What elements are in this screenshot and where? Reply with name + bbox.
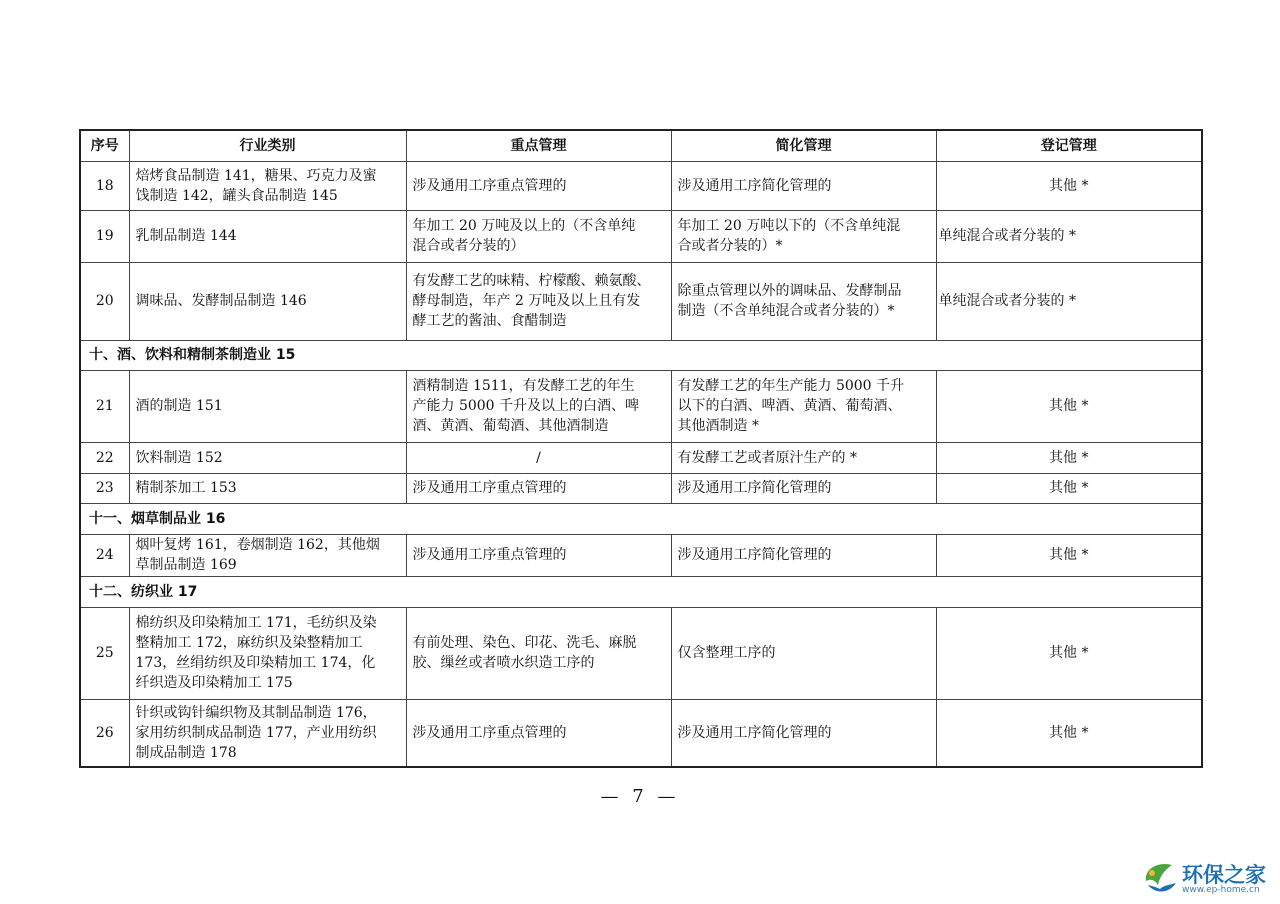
cell-line: / [536, 449, 541, 466]
cell-line: 制造（不含单纯混合或者分装的）* [677, 303, 895, 319]
cell-line: 产能力 5000 千升及以上的白酒、啤 [412, 398, 640, 414]
cell-line: 涉及通用工序重点管理的 [412, 480, 567, 496]
cell-line: 173，丝绢纺织及印染精加工 174，化 [135, 655, 376, 671]
industry-cell [129, 370, 406, 442]
cell-line: 仅含整理工序的 [677, 645, 776, 661]
registration-management-cell: 其他 * [936, 442, 1202, 473]
registration-management-cell: 其他 * [936, 607, 1202, 699]
cell-line: 年加工 20 万吨以下的（不含单纯混 [677, 218, 901, 234]
row-number: 18 [80, 161, 129, 210]
site-logo [1140, 857, 1280, 904]
cell-line: 乳制品制造 144 [135, 228, 237, 244]
row-number: 21 [80, 370, 129, 442]
cell-line: 有发酵工艺或者原汁生产的 * [677, 449, 857, 466]
cell-line: 有发酵工艺的味精、柠檬酸、赖氨酸、 [412, 273, 651, 289]
cell-line: 合或者分装的）* [677, 238, 783, 254]
table-row [80, 262, 1202, 340]
registration-management-cell: 单纯混合或者分装的 * [936, 262, 1202, 340]
key-management-cell [406, 370, 671, 442]
registration-table [79, 129, 1203, 768]
key-management-cell [406, 607, 671, 699]
cell-line: 涉及通用工序重点管理的 [412, 177, 567, 194]
table-row [80, 534, 1202, 576]
row-number: 25 [80, 607, 129, 699]
table-body [80, 161, 1202, 767]
cell-line: 有发酵工艺的年生产能力 5000 千升 [677, 378, 905, 394]
cell-line: 酒的制造 151 [135, 398, 223, 414]
key-management-cell [406, 262, 671, 340]
cell-line: 纤织造及印染精加工 175 [135, 675, 293, 691]
cell-line: 制成品制造 178 [135, 744, 237, 761]
industry-cell [129, 473, 406, 503]
cell-line: 草制品制造 169 [135, 557, 237, 573]
key-management-cell [406, 473, 671, 503]
row-number: 26 [80, 699, 129, 767]
table-row [80, 473, 1202, 503]
cell-line: 年加工 20 万吨及以上的（不含单纯 [412, 218, 636, 234]
industry-cell [129, 262, 406, 340]
simplified-management-cell [671, 534, 936, 576]
industry-cell [129, 699, 406, 767]
cell-line: 调味品、发酵制品制造 146 [135, 293, 307, 309]
row-number: 23 [80, 473, 129, 503]
cell-line: 饮料制造 152 [135, 449, 223, 466]
key-management-cell [406, 699, 671, 767]
registration-management-cell: 其他 * [936, 699, 1202, 767]
registration-management-cell: 其他 * [936, 161, 1202, 210]
cell-line: 酒精制造 1511，有发酵工艺的年生 [412, 378, 635, 394]
key-management-cell [406, 210, 671, 262]
logo-url: www.ep-home.cn [1182, 885, 1260, 895]
cell-line: 酒、黄酒、葡萄酒、其他酒制造 [412, 418, 609, 434]
cell-line: 胶、缫丝或者喷水织造工序的 [412, 655, 595, 671]
industry-cell [129, 442, 406, 473]
table-row [80, 699, 1202, 767]
registration-management-cell: 其他 * [936, 534, 1202, 576]
cell-line: 针织或钩针编织物及其制品制造 176， [135, 704, 377, 721]
cell-line: 涉及通用工序重点管理的 [412, 724, 567, 741]
section-title: 十一、烟草制品业 16 [80, 503, 1202, 534]
header-key-management: 重点管理 [406, 130, 671, 161]
row-number: 22 [80, 442, 129, 473]
cell-line: 整精加工 172，麻纺织及染整精加工 [135, 635, 363, 651]
cell-line: 精制茶加工 153 [135, 480, 237, 496]
leaf-logo-icon [1140, 859, 1180, 899]
row-number: 24 [80, 534, 129, 576]
header-industry: 行业类别 [129, 130, 406, 161]
registration-management-cell: 单纯混合或者分装的 * [936, 210, 1202, 262]
cell-line: 以下的白酒、啤酒、黄酒、葡萄酒、 [677, 398, 902, 414]
table-row [80, 370, 1202, 442]
cell-line: 除重点管理以外的调味品、发酵制品 [677, 283, 902, 299]
cell-line: 涉及通用工序简化管理的 [677, 177, 832, 194]
simplified-management-cell [671, 442, 936, 473]
cell-line: 混合或者分装的） [412, 238, 525, 254]
cell-line: 焙烤食品制造 141，糖果、巧克力及蜜 [135, 167, 377, 184]
cell-line: 酵工艺的酱油、食醋制造 [412, 313, 567, 329]
key-management-cell [406, 534, 671, 576]
header-no: 序号 [80, 130, 129, 161]
cell-line: 有前处理、染色、印花、洗毛、麻脱 [412, 635, 637, 651]
cell-line: 涉及通用工序简化管理的 [677, 547, 832, 563]
industry-cell [129, 210, 406, 262]
registration-management-cell: 其他 * [936, 473, 1202, 503]
cell-line: 涉及通用工序简化管理的 [677, 480, 832, 496]
industry-cell [129, 161, 406, 210]
page-number: — 7 — [600, 786, 680, 807]
simplified-management-cell [671, 699, 936, 767]
table-row [80, 161, 1202, 210]
simplified-management-cell [671, 473, 936, 503]
cell-line: 涉及通用工序重点管理的 [412, 547, 567, 563]
section-title: 十二、纺织业 17 [80, 576, 1202, 607]
registration-management-cell: 其他 * [936, 370, 1202, 442]
logo-name: 环保之家 [1182, 863, 1266, 887]
table-row [80, 607, 1202, 699]
section-title: 十、酒、饮料和精制茶制造业 15 [80, 340, 1202, 370]
cell-line: 酵母制造，年产 2 万吨及以上且有发 [412, 293, 641, 309]
cell-line: 棉纺织及印染精加工 171，毛纺织及染 [135, 615, 377, 631]
header-simplified-management: 简化管理 [671, 130, 936, 161]
key-management-cell [406, 161, 671, 210]
section-row [80, 576, 1202, 607]
row-number: 19 [80, 210, 129, 262]
industry-cell [129, 607, 406, 699]
key-management-cell [406, 442, 671, 473]
table-row [80, 210, 1202, 262]
section-row [80, 503, 1202, 534]
industry-cell [129, 534, 406, 576]
row-number: 20 [80, 262, 129, 340]
simplified-management-cell [671, 210, 936, 262]
cell-line: 家用纺织制成品制造 177，产业用纺织 [135, 724, 377, 741]
cell-line: 其他酒制造 * [677, 418, 759, 434]
cell-line: 涉及通用工序简化管理的 [677, 724, 832, 741]
simplified-management-cell [671, 161, 936, 210]
table-row [80, 442, 1202, 473]
simplified-management-cell [671, 262, 936, 340]
simplified-management-cell [671, 370, 936, 442]
header-row [80, 130, 1202, 161]
header-registration-management: 登记管理 [936, 130, 1202, 161]
cell-line: 饯制造 142，罐头食品制造 145 [135, 187, 338, 204]
simplified-management-cell [671, 607, 936, 699]
cell-line: 烟叶复烤 161，卷烟制造 162，其他烟 [135, 537, 380, 553]
section-row [80, 340, 1202, 370]
